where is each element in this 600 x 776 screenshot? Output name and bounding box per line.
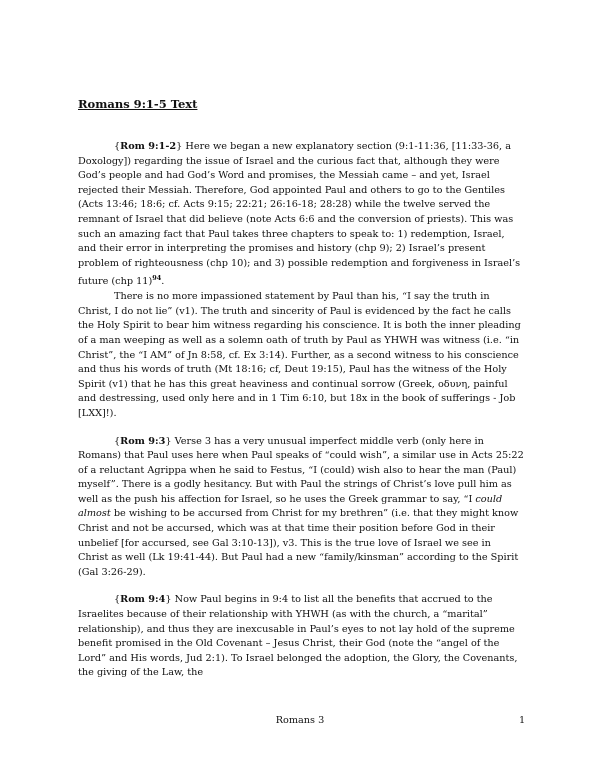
paragraph-text: There is no more impassioned statement by Paul than his, “I say the truth in Christ, I do not lie” (v1). The truth and sincerity of Paul is evidenced by the fact he calls the Holy Spirit to bear him witness regarding his conscience. It is both the inner pleading of a man weeping as well as a solemn oath of truth by Paul as YHWH was witness (i.e. “in Christ”, the “I AM” of Jn 8:58, cf. Ex 3:14). Further, as a second witness to his conscience and thus his words of truth (Mt 18:16; cf, Deut 19:15), Paul has the witness of the Holy Spirit (v1) that he has this great heaviness and continual sorrow (Greek, οδυνη, painful and destressing, used only here and in 1 Tim 6:10, but 18x in the book of sufferings - Job [LXX]!).	[78, 291, 521, 419]
brace-close: }	[165, 594, 172, 606]
brace-open: {	[114, 141, 121, 152]
brace-open: {	[114, 594, 121, 606]
page-number: 1	[519, 715, 526, 726]
footnote-marker[interactable]: 94	[152, 274, 162, 283]
paragraph-text: Now Paul begins in 9:4 to list all the benefits that accrued to the Israelites because of their relationship with YHWH (as with the church, a “marital” relationship), and thus they are inexcusable in Paul’s eyes to not lay hold of the supreme benefit promised in the Old Covenant – Jesus Christ, their God (note the “angel of the Lord” and His words, Jud 2:1). To Israel belonged the adoption, the Glory, the Covenants, the giving of the Law, the	[78, 594, 518, 679]
emphasis-text: could almost	[78, 493, 503, 520]
verse-reference: Rom 9:4	[120, 594, 166, 606]
body-text	[78, 140, 524, 681]
page-title: Romans 9:1-5 Text	[78, 97, 198, 111]
verse-reference: Rom 9:3	[120, 435, 166, 447]
paragraph-text: be wishing to be accursed from Christ for my brethren” (i.e. that they might know Christ and not be accursed, which was at that time their position before God in their unbelief [for accursed, see Gal 3:10-13]), v3. This is the true love of Israel we see in Christ as well (Lk 19:41-44). But Paul had a new “family/kinsman” according to the Spirit (Gal 3:26-29).	[78, 508, 519, 578]
verse-reference: Rom 9:1-2	[120, 141, 177, 152]
brace-close: }	[165, 435, 172, 447]
brace-close: }	[176, 141, 183, 152]
footer-title: Romans 3	[275, 715, 325, 726]
paragraph-rom-9-3	[78, 435, 524, 581]
brace-open: {	[114, 435, 121, 447]
paragraph-end: .	[161, 276, 165, 288]
paragraph-rom-9-4	[78, 593, 524, 681]
paragraph-rom-9-1-2	[78, 140, 524, 290]
paragraph-text: Here we began a new explanatory section (9:1-11:36, [11:33-36, a Doxology]) regarding the issue of Israel and the curious fact that, although they were God’s people and had God’s Word and promises, the Messiah came – and yet, Israel rejected their Messiah. Therefore, God appointed Paul and others to go to the Gentiles (Acts 13:46; 18:6; cf. Acts 9:15; 22:21; 26:16-18; 28:28) while the twelve served the remnant of Israel that did believe (note Acts 6:6 and the conversion of priests). This was such an amazing fact that Paul takes three chapters to speak to: 1) redemption, Israel, and their error in interpreting the promises and history (chp 9); 2) Israel’s present problem of righteousness (chp 10); and 3) possible redemption and forgiveness in Israel’s future (chp 11)	[78, 141, 521, 288]
paragraph-impassioned-statement	[78, 290, 524, 421]
paragraph-text: Verse 3 has a very unusual imperfect middle verb (only here in Romans) that Paul uses here when Paul speaks of “could wish”, a similar use in Acts 25:22 of a reluctant Agrippa when he said to Festus, “I (could) wish also to hear the man (Paul) myself”. There is a godly hesitancy. But with Paul the strings of Christ’s love pull him as well as the push his affection for Israel, so he uses the Greek grammar to say, “I	[78, 435, 524, 505]
